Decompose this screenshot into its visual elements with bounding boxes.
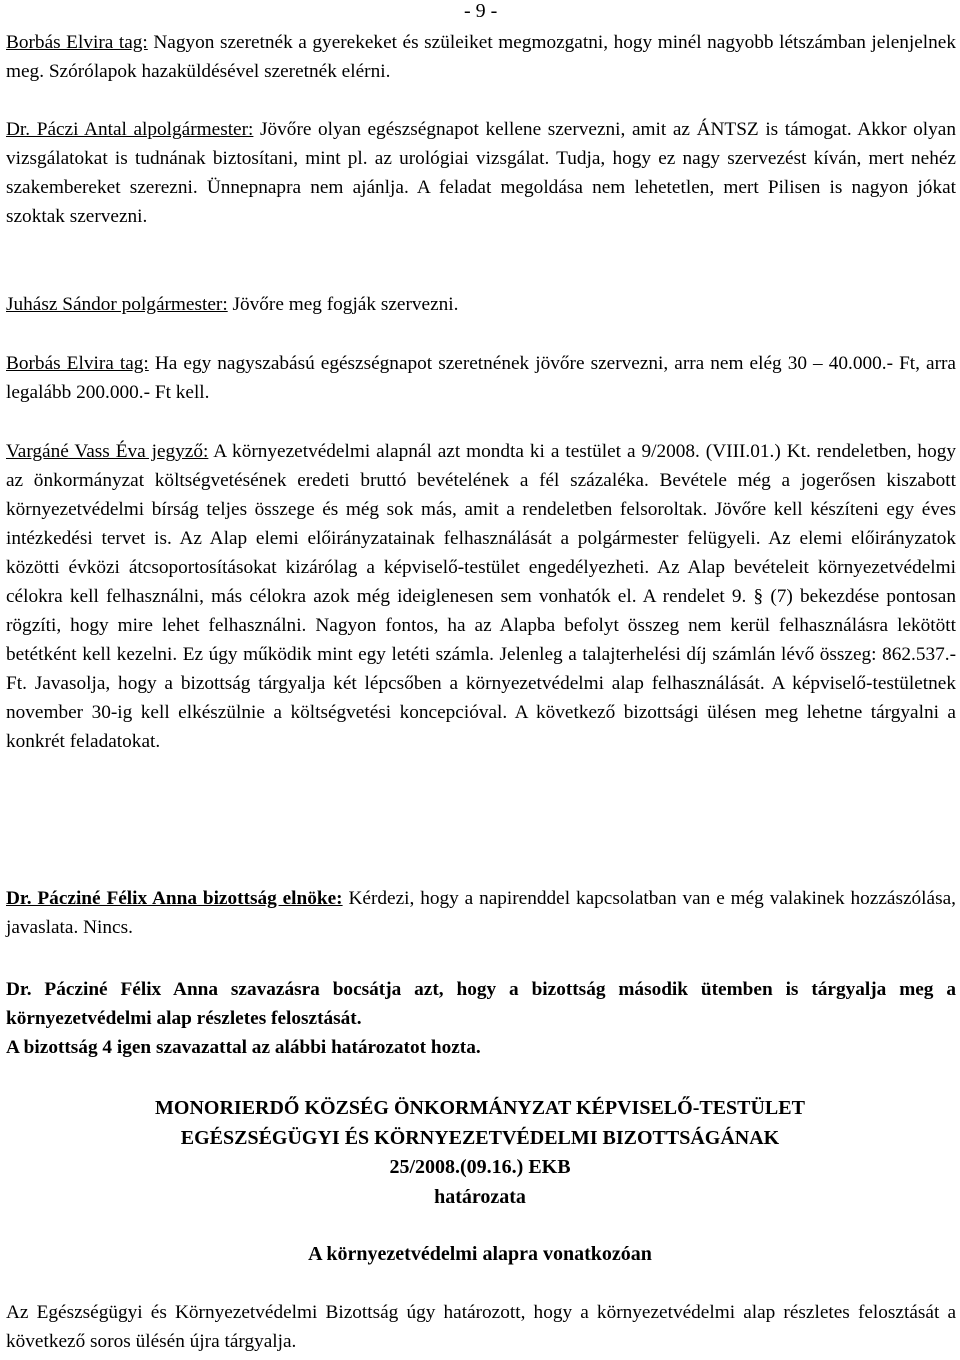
paragraph-text: Kérdezi, hogy a napirenddel kapcsolatban van e még valakinek hozzászólása, javaslata. Nincs. xyxy=(6,888,956,938)
paragraph-paczine-1 xyxy=(6,884,956,942)
paragraph-text: Dr. Pácziné Félix Anna szavazásra bocsátja azt, hogy a bizottság második ütemben is tárgyalja meg a környezetvédelmi alap részletes felosztását. xyxy=(6,979,956,1029)
paragraph-paczi-antal xyxy=(6,115,956,231)
paragraph-borbas-2 xyxy=(6,349,956,407)
speaker-name: Borbás Elvira tag: xyxy=(6,353,149,374)
paragraph-juhasz xyxy=(6,290,956,319)
resolution-heading-line1: MONORIERDŐ KÖZSÉG ÖNKORMÁNYZAT KÉPVISELŐ-TESTÜLET xyxy=(155,1097,805,1119)
resolution-heading-line2: EGÉSZSÉGÜGYI ÉS KÖRNYEZETVÉDELMI BIZOTTSÁGÁNAK xyxy=(180,1127,780,1149)
speaker-name: Juhász Sándor polgármester: xyxy=(6,294,228,315)
page-number: - 9 - xyxy=(464,0,498,22)
paragraph-vargane xyxy=(6,437,956,756)
paragraph-borbas-1 xyxy=(6,28,956,86)
paragraph-text: Nagyon szeretnék a gyerekeket és szüleiket megmozgatni, hogy minél nagyobb létszámban jelenjelnek meg. Szórólapok hazaküldésével szeretnék elérni. xyxy=(6,32,957,82)
paragraph-voting xyxy=(6,975,956,1033)
resolution-number: 25/2008.(09.16.) EKB xyxy=(389,1156,571,1178)
speaker-name: Vargáné Vass Éva jegyző: xyxy=(6,441,209,462)
resolution-body: Az Egészségügyi és Környezetvédelmi Bizottság úgy határozott, hogy a környezetvédelmi alap részletes felosztását a következő soros ülésén újra tárgyalja. xyxy=(6,1302,956,1352)
speaker-name: Dr. Pácziné Félix Anna bizottság elnöke: xyxy=(6,888,343,909)
speaker-name: Borbás Elvira tag: xyxy=(6,32,148,53)
resolution-label: határozata xyxy=(434,1186,526,1208)
resolution-subject: A környezetvédelmi alapra vonatkozóan xyxy=(308,1243,652,1265)
speaker-name: Dr. Páczi Antal alpolgármester: xyxy=(6,119,254,140)
paragraph-text: A környezetvédelmi alapnál azt mondta ki a testület a 9/2008. (VIII.01.) Kt. rendeletben, hogy az önkormányzat költségvetésének eredeti bruttó bevételének a fél százaléka. Bevétele még a jogerősen kiszabott környezetvédelmi bírság teljes összege és még sok más, amit a rendeletben felsoroltak. Jövőre kell készíteni egy éves intézkedési tervet is. Az Alap elemi előirányzatainak felhasználását a polgármester felügyeli. Az elemi előirányzatok közötti évközi átcsoportosításokat kizárólag a képviselő-testület engedélyezheti. Az Alap bevételeit környezetvédelmi célokra kell felhasználni, más célokra azok még ideiglenesen sem vonhatók el. A rendelet 9. § (7) bekezdése pontosan rögzíti, hogy mire lehet felhasználni. Nagyon fontos, ha az Alapba befolyt összeg nem kerül felhasználásra lekötött betétként kell kezelni. Ez úgy működik mint egy letéti számla. Jelenleg a talajterhelési díj számlán lévő összeg: 862.537.- Ft. Javasolja, hogy a bizottság tárgyalja két lépcsőben a környezetvédelmi alap felhasználását. A képviselő-testületnek november 30-ig kell elkészülnie a költségvetési koncepcióval. A következő bizottsági ülésen meg lehetne tárgyalni a konkrét feladatokat. xyxy=(6,441,956,752)
paragraph-text: A bizottság 4 igen szavazattal az alábbi határozatot hozta. xyxy=(6,1037,481,1058)
paragraph-vote-result xyxy=(6,1033,956,1062)
paragraph-text: Jövőre olyan egészségnapot kellene szervezni, amit az ÁNTSZ is támogat. Akkor olyan vizsgálatokat is tudnának biztosítani, mint pl. az urológiai vizsgálat. Tudja, hogy ez nagy szervezést kíván, mert nehéz szakembereket szerezni. Ünnepnapra nem ajánlja. A feladat megoldása nem lehetetlen, mert Pilisen is nagyon jókat szoktak szervezni. xyxy=(6,119,956,227)
paragraph-text: Jövőre meg fogják szervezni. xyxy=(227,294,459,315)
paragraph-text: Ha egy nagyszabású egészségnapot szeretnének jövőre szervezni, arra nem elég 30 – 40.000.- Ft, arra legalább 200.000.- Ft kell. xyxy=(6,353,956,403)
